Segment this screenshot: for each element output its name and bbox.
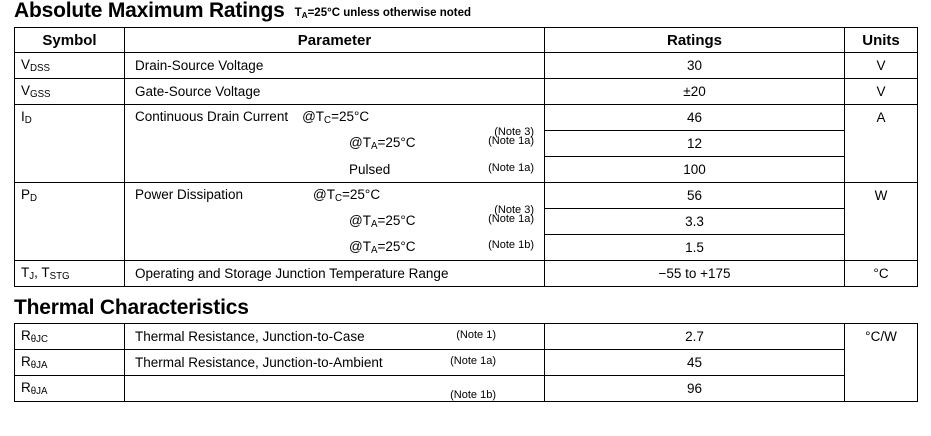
column-header-units: Units [845, 28, 918, 53]
cell-parameter [125, 376, 545, 402]
parameter-name: Continuous Drain Current [135, 109, 289, 125]
cell-rating: 56 [545, 183, 845, 209]
condition-suffix: =25°C [342, 187, 381, 203]
condition-prefix: @T [349, 212, 371, 228]
condition-suffix: =25°C [377, 212, 416, 228]
cell-rating: 45 [545, 350, 845, 376]
cell-unit [845, 131, 918, 157]
parameter-condition [302, 109, 369, 126]
thermal-characteristics-table [14, 323, 918, 402]
cell-unit: W [845, 183, 918, 209]
cell-parameter [125, 105, 545, 139]
cell-rating: 1.5 [545, 235, 845, 261]
condition-subscript: A [370, 141, 378, 153]
cell-rating: ±20 [545, 79, 845, 105]
condition-prefix: @T [313, 187, 335, 203]
cell-symbol [15, 79, 125, 105]
parameter-condition [349, 239, 416, 256]
condition-subscript: C [335, 193, 343, 205]
cell-parameter [125, 209, 545, 235]
cell-parameter [125, 131, 545, 157]
parameter-note: (Note 1a) [488, 161, 534, 174]
thermal-characteristics-header [14, 297, 917, 319]
parameter-name: Power Dissipation [135, 187, 244, 203]
cell-unit: °C [845, 261, 918, 287]
table-row [15, 350, 918, 376]
cell-unit [845, 350, 918, 376]
symbol-base: R [21, 328, 31, 344]
section-note-conditions [295, 7, 471, 21]
condition-prefix: @T [302, 109, 325, 125]
cell-rating: 3.3 [545, 209, 845, 235]
table-row [15, 79, 918, 105]
condition-subscript: C [324, 115, 332, 127]
parameter-condition [349, 213, 416, 230]
table-row [15, 157, 918, 183]
table-row [15, 105, 918, 131]
parameter-note: (Note 1a) [488, 134, 534, 147]
symbol-subscript: D [30, 193, 38, 205]
table-row [15, 53, 918, 79]
cell-symbol [15, 105, 125, 131]
condition-suffix: =25°C [331, 109, 370, 125]
symbol-base-2: , T [34, 264, 50, 280]
cell-parameter [125, 324, 545, 350]
cell-rating: −55 to +175 [545, 261, 845, 287]
cell-parameter [125, 183, 545, 217]
cell-unit [845, 376, 918, 402]
cell-symbol [15, 53, 125, 79]
cell-rating: 46 [545, 105, 845, 131]
cell-parameter [125, 235, 545, 261]
section-title-absolute-maximum-ratings: Absolute Maximum Ratings [14, 0, 285, 22]
symbol-base: R [21, 354, 31, 370]
cell-symbol [15, 261, 125, 287]
cell-symbol [15, 376, 125, 402]
cell-parameter [125, 53, 545, 79]
parameter-note: (Note 3) [494, 126, 534, 139]
column-header-parameter: Parameter [125, 28, 545, 53]
table-row [15, 209, 918, 235]
table-row [15, 324, 918, 350]
symbol-subscript: θJA [30, 360, 48, 372]
table-row [15, 376, 918, 402]
symbol-base: V [21, 56, 31, 72]
cell-unit [845, 235, 918, 261]
cell-symbol [15, 209, 125, 235]
table-row [15, 235, 918, 261]
symbol-base: V [21, 82, 31, 98]
parameter-name: Thermal Resistance, Junction-to-Ambient [135, 355, 383, 371]
symbol-subscript: J [29, 271, 35, 283]
parameter-condition [349, 135, 416, 152]
condition-prefix: @T [349, 238, 371, 254]
cell-unit [845, 209, 918, 235]
cell-rating: 12 [545, 131, 845, 157]
cell-unit [845, 157, 918, 183]
symbol-base: I [21, 109, 25, 125]
parameter-note: (Note 1a) [450, 355, 496, 368]
parameter-note: (Note 1b) [488, 238, 534, 251]
symbol-base: P [21, 187, 31, 203]
table-row [15, 183, 918, 209]
symbol-subscript: θJC [30, 334, 49, 346]
table-row [15, 261, 918, 287]
cell-symbol [15, 324, 125, 350]
cell-unit: A [845, 105, 918, 131]
symbol-subscript: D [24, 115, 32, 127]
cell-symbol [15, 183, 125, 209]
symbol-base: T [21, 264, 30, 280]
cell-unit: V [845, 79, 918, 105]
absolute-maximum-ratings-header [14, 0, 917, 22]
parameter-note: (Note 1) [456, 329, 496, 342]
cell-symbol [15, 131, 125, 157]
condition-subscript: A [370, 219, 378, 231]
parameter-name: Gate-Source Voltage [135, 84, 261, 100]
column-header-symbol: Symbol [15, 28, 125, 53]
cell-parameter [125, 79, 545, 105]
cell-unit: °C/W [845, 324, 918, 350]
table-header-row [15, 28, 918, 53]
condition-subscript: A [370, 244, 378, 256]
cell-parameter [125, 157, 545, 183]
parameter-note: (Note 3) [494, 204, 534, 217]
absolute-maximum-ratings-table [14, 27, 918, 287]
parameter-name: Thermal Resistance, Junction-to-Case [135, 329, 365, 345]
cell-parameter [125, 261, 545, 287]
cell-rating: 100 [545, 157, 845, 183]
symbol-subscript-2: STG [49, 271, 70, 283]
note-suffix: =25°C unless otherwise noted [307, 7, 472, 19]
cell-symbol [15, 350, 125, 376]
column-header-ratings: Ratings [545, 28, 845, 53]
cell-symbol [15, 157, 125, 183]
parameter-note: (Note 1b) [450, 388, 496, 401]
note-prefix: T [294, 7, 302, 19]
symbol-base: R [21, 380, 31, 396]
parameter-condition: Pulsed [349, 161, 391, 177]
table-row [15, 131, 918, 157]
symbol-subscript: GSS [30, 89, 51, 101]
parameter-name: Drain-Source Voltage [135, 58, 264, 74]
cell-parameter [125, 350, 545, 376]
note-subscript: A [301, 10, 308, 20]
symbol-subscript: θJA [30, 386, 48, 398]
cell-symbol [15, 235, 125, 261]
symbol-subscript: DSS [30, 63, 50, 75]
parameter-note: (Note 1a) [488, 212, 534, 225]
condition-prefix: @T [349, 134, 371, 150]
condition-suffix: =25°C [377, 238, 416, 254]
cell-rating: 30 [545, 53, 845, 79]
parameter-condition [313, 187, 380, 204]
condition-suffix: =25°C [377, 134, 416, 150]
cell-unit: V [845, 53, 918, 79]
section-title-thermal-characteristics: Thermal Characteristics [14, 296, 249, 320]
cell-rating: 2.7 [545, 324, 845, 350]
parameter-name: Operating and Storage Junction Temperature Range [135, 266, 449, 282]
cell-rating: 96 [545, 376, 845, 402]
